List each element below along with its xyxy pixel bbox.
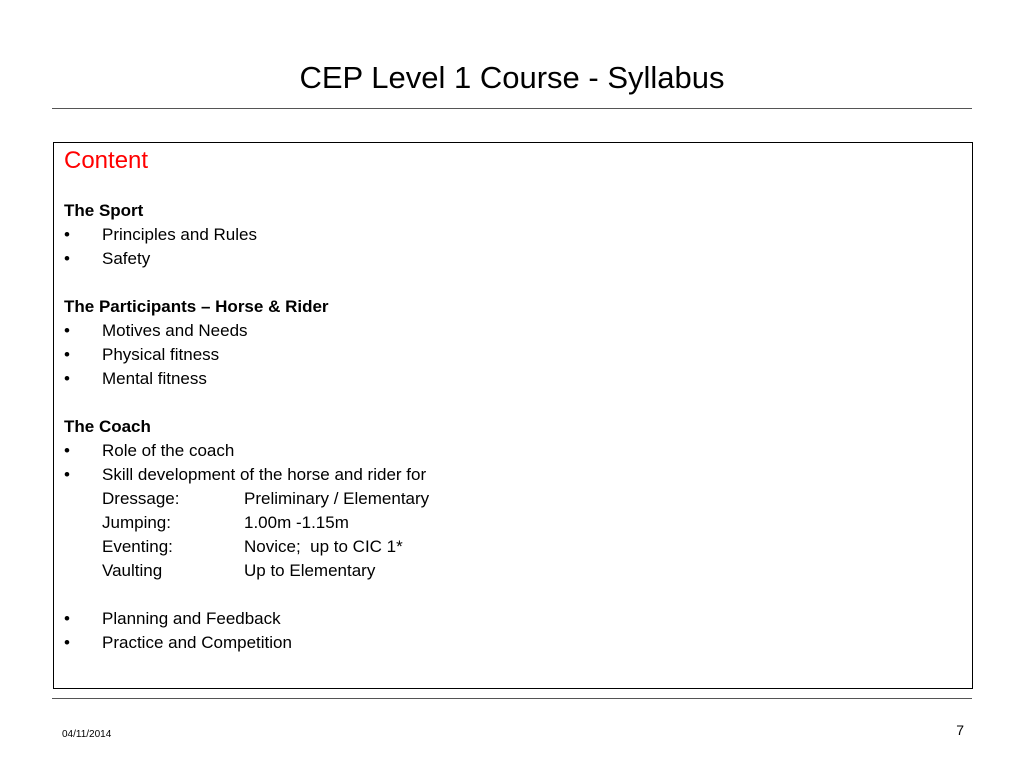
list-item	[64, 439, 962, 463]
bullet-icon: •	[64, 225, 70, 244]
bullet-icon: •	[64, 249, 70, 268]
list-item-text: Practice and Competition	[102, 633, 292, 652]
list-item-text: Physical fitness	[102, 345, 220, 364]
slide-title: CEP Level 1 Course - Syllabus	[299, 60, 725, 95]
list-item	[64, 247, 962, 271]
bullet-icon: •	[64, 369, 70, 388]
section-title-participants: The Participants – Horse & Rider	[64, 297, 329, 316]
bullet-icon: •	[64, 465, 70, 484]
bullet-icon: •	[64, 609, 70, 628]
list-item-text: Mental fitness	[102, 369, 207, 388]
list-item-text: Safety	[102, 249, 151, 268]
list-item-text: Motives and Needs	[102, 321, 248, 340]
list-item-text: Planning and Feedback	[102, 609, 281, 628]
discipline-label: Dressage:	[102, 489, 180, 508]
title-divider	[52, 108, 972, 109]
list-item	[64, 343, 962, 367]
discipline-row-eventing	[64, 535, 962, 559]
discipline-level: Up to Elementary	[244, 561, 376, 580]
list-item	[64, 223, 962, 247]
discipline-label: Vaulting	[102, 561, 163, 580]
discipline-row-dressage	[64, 487, 962, 511]
list-item	[64, 367, 962, 391]
bullet-icon: •	[64, 345, 70, 364]
list-item	[64, 607, 962, 631]
spacer	[64, 583, 962, 607]
content-heading: Content	[64, 147, 149, 174]
discipline-label: Jumping:	[102, 513, 171, 532]
discipline-level: Preliminary / Elementary	[244, 489, 430, 508]
discipline-level: Novice; up to CIC 1*	[244, 537, 403, 556]
footer-date: 04/11/2014	[62, 729, 112, 740]
content-box	[53, 142, 973, 689]
slide-number: 7	[956, 722, 964, 738]
section-title-sport: The Sport	[64, 201, 144, 220]
list-item-text: Role of the coach	[102, 441, 235, 460]
discipline-label: Eventing:	[102, 537, 173, 556]
list-item	[64, 463, 962, 487]
list-item	[64, 319, 962, 343]
footer-divider	[52, 698, 972, 699]
spacer	[64, 271, 962, 295]
bullet-icon: •	[64, 633, 70, 652]
list-item	[64, 631, 962, 655]
discipline-row-vaulting	[64, 559, 962, 583]
section-title-coach: The Coach	[64, 417, 151, 436]
content-body	[64, 145, 962, 655]
list-item-text: Skill development of the horse and rider for	[102, 465, 427, 484]
spacer	[64, 391, 962, 415]
discipline-level: 1.00m -1.15m	[244, 513, 349, 532]
spacer	[64, 177, 962, 199]
list-item-text: Principles and Rules	[102, 225, 257, 244]
discipline-row-jumping	[64, 511, 962, 535]
bullet-icon: •	[64, 441, 70, 460]
bullet-icon: •	[64, 321, 70, 340]
